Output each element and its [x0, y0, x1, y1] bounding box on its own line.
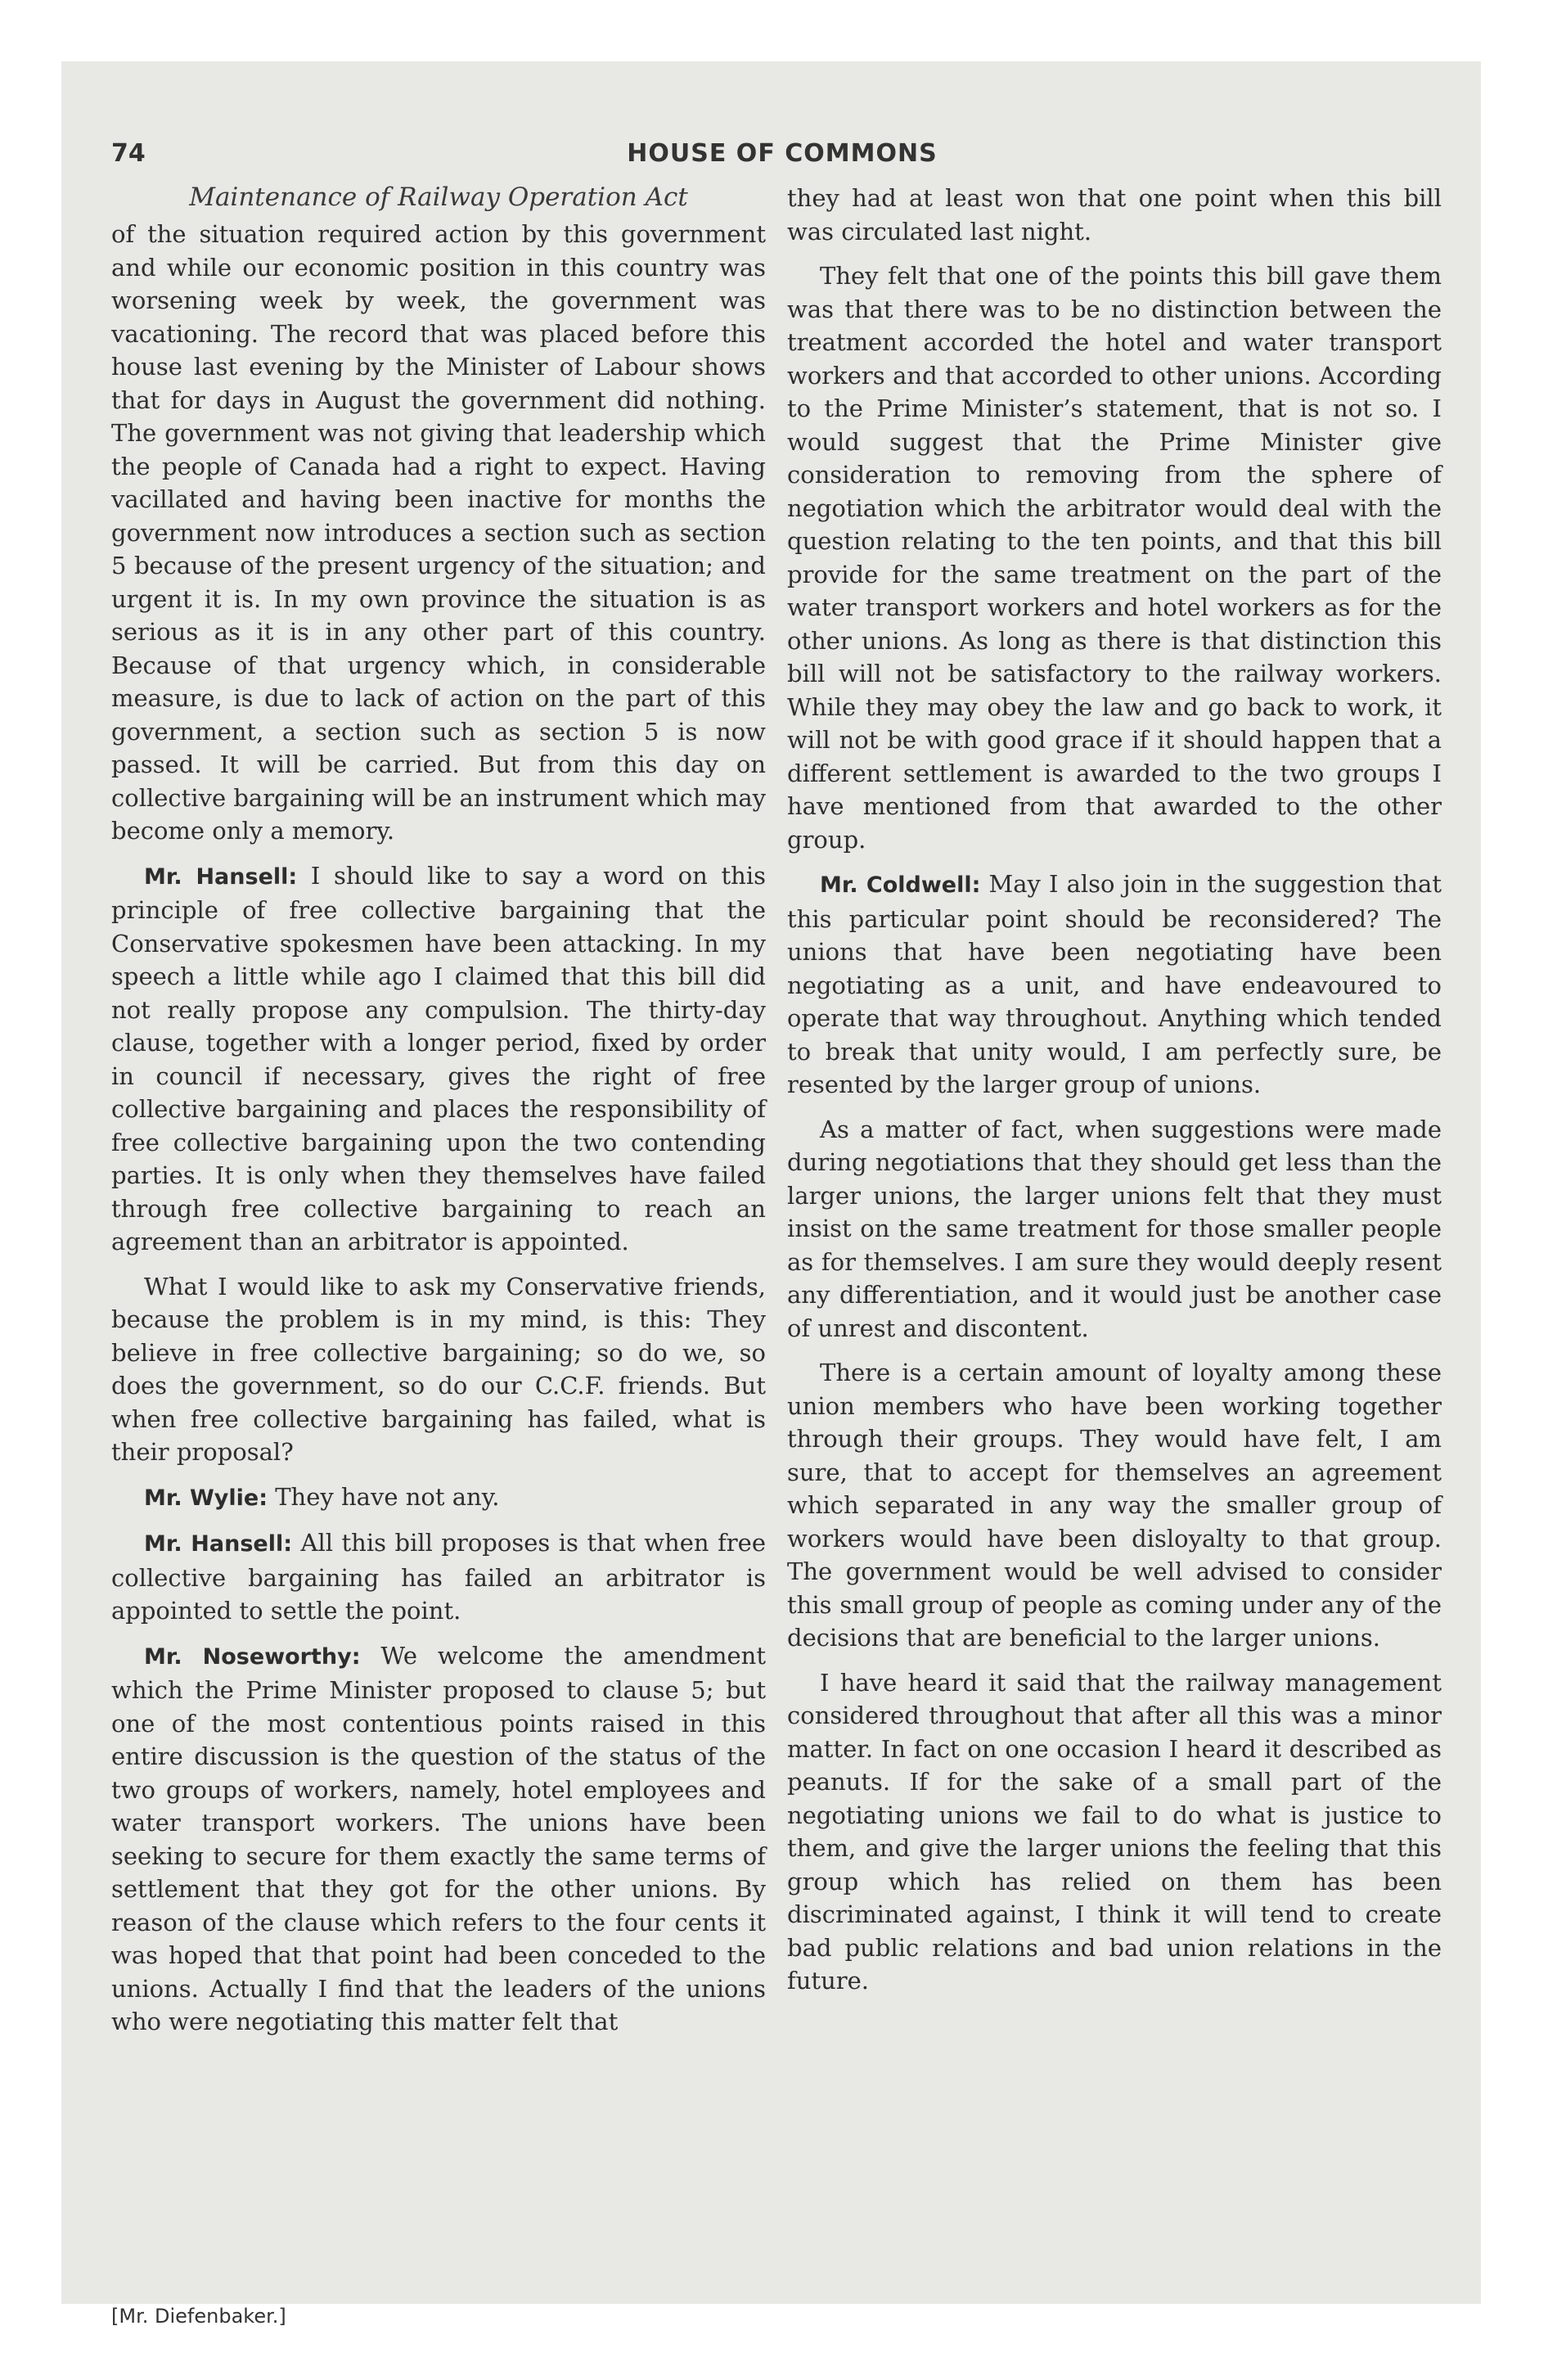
paragraph: As a matter of fact, when suggestions were made during negotiations that they should get less than the larger unions, the larger unions felt that they must insist on the same treatment for those smaller people as for themselves. I am sure they would deeply resent any differentiation, and it would just be another case of unrest and discontent.	[787, 1115, 1442, 1342]
speech-text: They have not any.	[268, 1482, 500, 1511]
speaker-name: Mr. Hansell:	[144, 863, 298, 890]
paragraph: I have heard it said that the railway management considered throughout that after all this was a minor matter. In fact on one occasion I heard it described as peanuts. If for the sake of a small part of the negotiating unions we fail to do what is justice to them, and give the larger unions the feeling that this group which has relied on them has been discriminated against, I think it will tend to create bad public relations and bad union relations in the future.	[787, 1668, 1442, 1995]
speaker-footnote: [Mr. Diefenbaker.]	[111, 2305, 286, 2328]
speech-text: We welcome the amendment which the Prime Minister proposed to clause 5; but one of the most contentious points raised in this entire discussion is the question of the status of the two groups of workers, namely, hotel employees and water transport workers. The unions have been seeking to secure for them exactly the same terms of settlement that they got for the other unions. By reason of the clause which refers to the four cents it was hoped that that point had been conceded to the unions. Actually I find that the leaders of the unions who were negotiating this matter felt that	[111, 1641, 766, 2035]
paragraph: They felt that one of the points this bill gave them was that there was to be no distinction between the treatment accorded the hotel and water transport workers and that accorded to other unions. According to the Prime Minister’s statement, that is not so. I would suggest that the Prime Minister give consideration to removing from the sphere of negotiation which the arbitrator would deal with the question relating to the ten points, and that this bill provide for the same treatment on the part of the water transport workers and hotel workers as for the other unions. As long as there is that distinction this bill will not be satisfactory to the railway workers. While they may obey the law and go back to work, it will not be with good grace if it should happen that a different settlement is awarded to the two groups I have mentioned from that awarded to the other group.	[787, 262, 1442, 854]
paragraph: they had at least won that one point when this bill was circulated last night.	[787, 184, 1442, 246]
page-header	[111, 133, 1453, 175]
speech-text: I should like to say a word on this principle of free collective bargaining that the Conservative spokesmen have been attacking. In my speech a little while ago I claimed that this bill did not really propose any compulsion. The thirty-day clause, together with a longer period, fixed by order in council if necessary, gives the right of free collective bargaining and places the responsibility of free collective bargaining upon the two contending parties. It is only when they themselves have failed through free collective bargaining to reach an agreement than an arbitrator is appointed.	[111, 861, 766, 1255]
speaker-name: Mr. Noseworthy:	[144, 1643, 361, 1670]
page-number: 74	[111, 139, 146, 168]
right-column	[787, 182, 1442, 2009]
running-head: HOUSE OF COMMONS	[627, 139, 938, 168]
paragraph: of the situation required action by this government and while our economic position in this country was worsening week by week, the government was vacationing. The record that was placed before this house last evening by the Minister of Labour shows that for days in August the government did nothing. The government was not giving that leadership which the people of Canada had a right to expect. Having vacillated and having been inactive for months the government now introduces a section such as section 5 because of the present urgency of the situation; and urgent it is. In my own province the situation is as serious as it is in any other part of this country. Because of that urgency which, in considerable measure, is due to lack of action on the part of this government, a section such as section 5 is now passed. It will be carried. But from this day on collective bargaining will be an instrument which may become only a memory.	[111, 220, 766, 845]
section-subtitle: Maintenance of Railway Operation Act	[189, 183, 688, 212]
speaker-name: Mr. Coldwell:	[820, 872, 981, 898]
speech-text: All this bill proposes is that when free collective bargaining has failed an arbitrator is appointed to settle the point.	[111, 1529, 766, 1625]
speaker-name: Mr. Hansell:	[144, 1531, 293, 1557]
section-subtitle-wrap	[111, 178, 766, 216]
paragraph: There is a certain amount of loyalty among these union members who have been working together through their groups. They would have felt, I am sure, that to accept for themselves an agreement which separated in any way the smaller group of workers would have been disloyalty to that group. The government would be well advised to consider this small group of people as coming under any of the decisions that are beneficial to the larger unions.	[787, 1359, 1442, 1652]
paragraph: What I would like to ask my Conservative friends, because the problem is in my mind, is this: They believe in free collective bargaining; so do we, so does the government, so do our C.C.F. friends. But when free collective bargaining has failed, what is their proposal?	[111, 1272, 766, 1466]
paragraph	[111, 1526, 766, 1628]
paragraph	[111, 1481, 766, 1516]
document-page	[111, 133, 1453, 2328]
speaker-name: Mr. Wylie:	[144, 1485, 268, 1511]
paragraph	[111, 1639, 766, 2039]
speech-text: May I also join in the suggestion that this particular point should be reconsidered? The unions that have been negotiating have been negotiating as a unit, and have endeavoured to operate that way throughout. Anything which tended to break that unity would, I am perfectly sure, be resented by the larger group of unions.	[787, 870, 1442, 1098]
paragraph	[111, 859, 766, 1259]
paragraph	[787, 868, 1442, 1102]
left-column	[111, 218, 766, 2050]
